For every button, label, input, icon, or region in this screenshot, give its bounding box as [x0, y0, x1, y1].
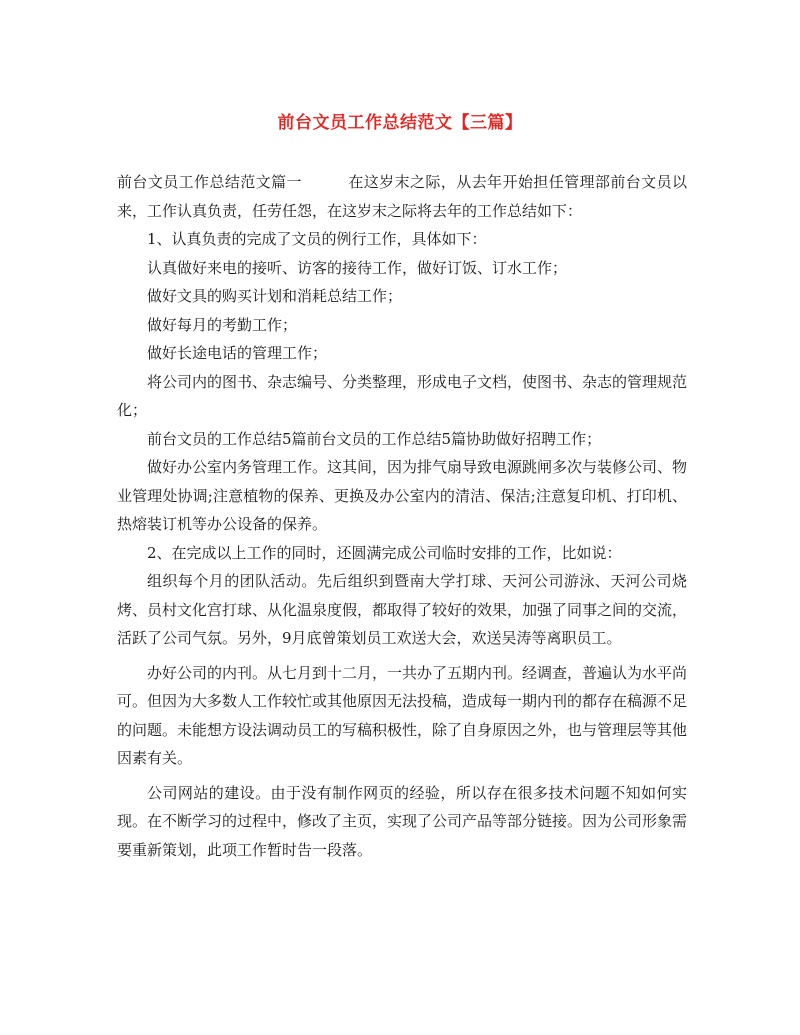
intro-paragraph: [117, 168, 687, 225]
paragraph-12: 公司网站的建设。由于没有制作网页的经验，所以存在很多技术问题不知如何实现。在不断学习的过程中，修改了主页，实现了公司产品等部分链接。因为公司形象需要重新策划，此项工作暂时告一段落。: [117, 783, 688, 859]
paragraph-10: 组织每个月的团队活动。先后组织到暨南大学打球、天河公司游泳、天河公司烧烤、员村文化宫打球、从化温泉度假，都取得了较好的效果，加强了同事之间的交流，活跃了公司气氛。另外，9月底曾策划员工欢送大会，欢送吴涛等离职员工。: [117, 572, 688, 647]
paragraph-4: 做好每月的考勤工作；: [147, 315, 298, 334]
paragraph-8: 做好办公室内务管理工作。这其间，因为排气扇导致电源跳闸多次与装修公司、物业管理处协调;注意植物的保养、更换及办公室内的清洁、保洁;注意复印机、打印机、热熔装订机等办公设备的保养。: [117, 458, 688, 533]
paragraph-3: 做好文具的购买计划和消耗总结工作；: [147, 287, 403, 305]
intro-heading: 前台文员工作总结范文篇一: [117, 173, 302, 191]
paragraph-11: 办好公司的内刊。从七月到十二月，一共办了五期内刊。经调查，普遍认为水平尚可。但因为大多数人工作较忙或其他原因无法投稿，造成每一期内刊的都存在稿源不足的问题。未能想方设法调动员工的写稿积极性，除了自身原因之外，也与管理层等其他因素有关。: [117, 663, 688, 767]
paragraph-9: 2、在完成以上工作的同时，还圆满完成公司临时安排的工作，比如说：: [147, 543, 622, 562]
paragraph-7: 前台文员的工作总结5篇前台文员的工作总结5篇协助做好招聘工作；: [147, 429, 602, 448]
paragraph-5: 做好长途电话的管理工作；: [147, 344, 328, 362]
document-title: 前台文员工作总结范文【三篇】: [277, 113, 523, 133]
paragraph-6: 将公司内的图书、杂志编号、分类整理，形成电子文档，使图书、杂志的管理规范化；: [117, 372, 688, 419]
document-body: [117, 168, 687, 864]
intro-text: 在这岁末之际，从去年开始担任管理部前台文员以来，工作认真负责，任劳任怨，在这岁末之际将去年的工作总结如下：: [117, 173, 687, 220]
paragraph-2: 认真做好来电的接听、访客的接待工作，做好订饭、订水工作；: [147, 258, 568, 277]
paragraph-1: 1、认真负责的完成了文员的例行工作，具体如下：: [147, 230, 487, 248]
